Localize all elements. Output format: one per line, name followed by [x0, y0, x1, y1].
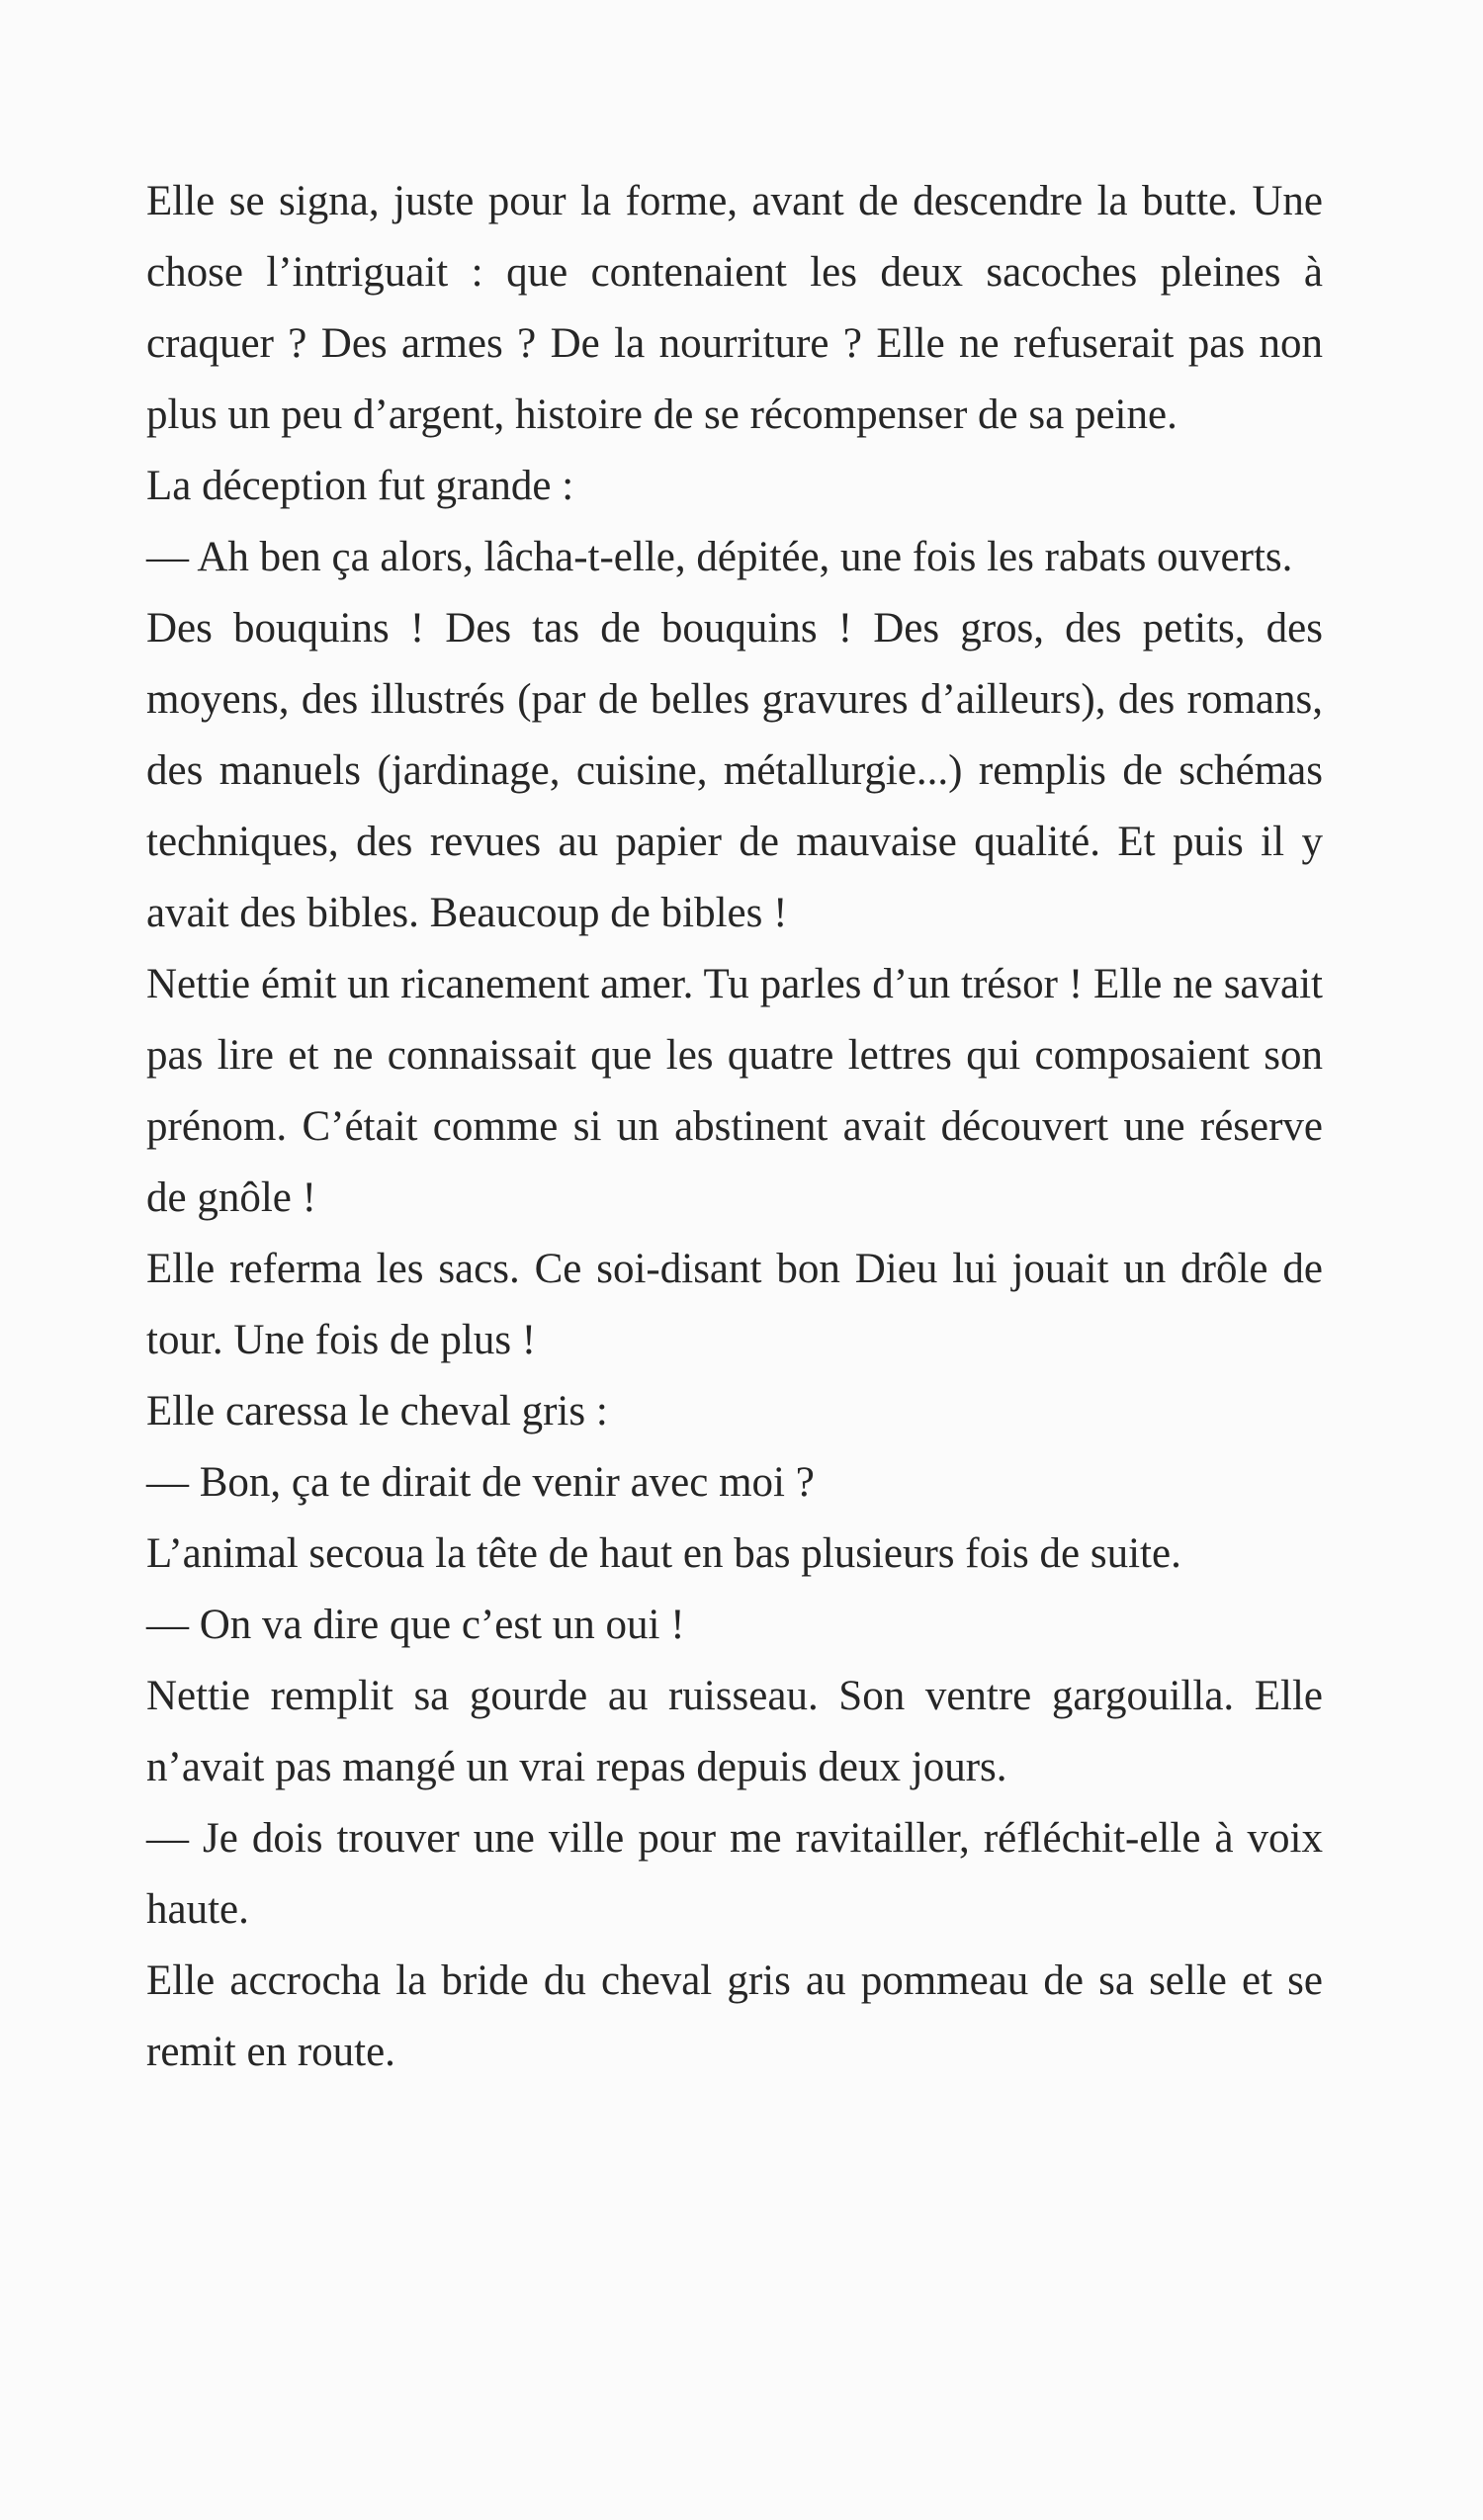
paragraph-3: Des bouquins ! Des tas de bouquins ! Des gros, des petits, des moyens, des illustrés (par de belles gravures d’ailleurs), des romans, des manuels (jardinage, cuisine, métallurgie...) remplis de schémas techniques, des revues au papier de mauvaise qualité. Et puis il y avait des bibles. Beaucoup de bibles ! — [146, 605, 1323, 936]
dialogue-line-1: — Ah ben ça alors, lâcha-t-elle, dépitée, une fois les rabats ouverts. — [146, 534, 1293, 580]
paragraph-1: Elle se signa, juste pour la forme, avant de descendre la butte. Une chose l’intriguait : que contenaient les deux sacoches pleines à craquer ? Des armes ? De la nourriture ? Elle ne refuserait pas non plus un peu d’argent, histoire de se récompenser de sa peine. — [146, 178, 1323, 438]
paragraph-4: Nettie émit un ricanement amer. Tu parles d’un trésor ! Elle ne savait pas lire et ne connaissait que les quatre lettres qui composaient son prénom. C’était comme si un abstinent avait découvert une réserve de gnôle ! — [146, 961, 1323, 1221]
paragraph-6: Elle caressa le cheval gris : — [146, 1388, 608, 1434]
body-text — [146, 166, 1323, 2088]
paragraph-8: Nettie remplit sa gourde au ruisseau. Son ventre gargouilla. Elle n’avait pas mangé un vrai repas depuis deux jours. — [146, 1673, 1323, 1790]
paragraph-7: L’animal secoua la tête de haut en bas plusieurs fois de suite. — [146, 1530, 1181, 1577]
paragraph-2: La déception fut grande : — [146, 463, 574, 509]
dialogue-line-3: — On va dire que c’est un oui ! — [146, 1602, 685, 1648]
dialogue-line-2: — Bon, ça te dirait de venir avec moi ? — [146, 1459, 815, 1506]
dialogue-line-4: — Je dois trouver une ville pour me ravitailler, réfléchit-elle à voix haute. — [146, 1815, 1323, 1933]
paragraph-9: Elle accrocha la bride du cheval gris au pommeau de sa selle et se remit en route. — [146, 1957, 1323, 2075]
paragraph-5: Elle referma les sacs. Ce soi-disant bon Dieu lui jouait un drôle de tour. Une fois de plus ! — [146, 1246, 1323, 1363]
